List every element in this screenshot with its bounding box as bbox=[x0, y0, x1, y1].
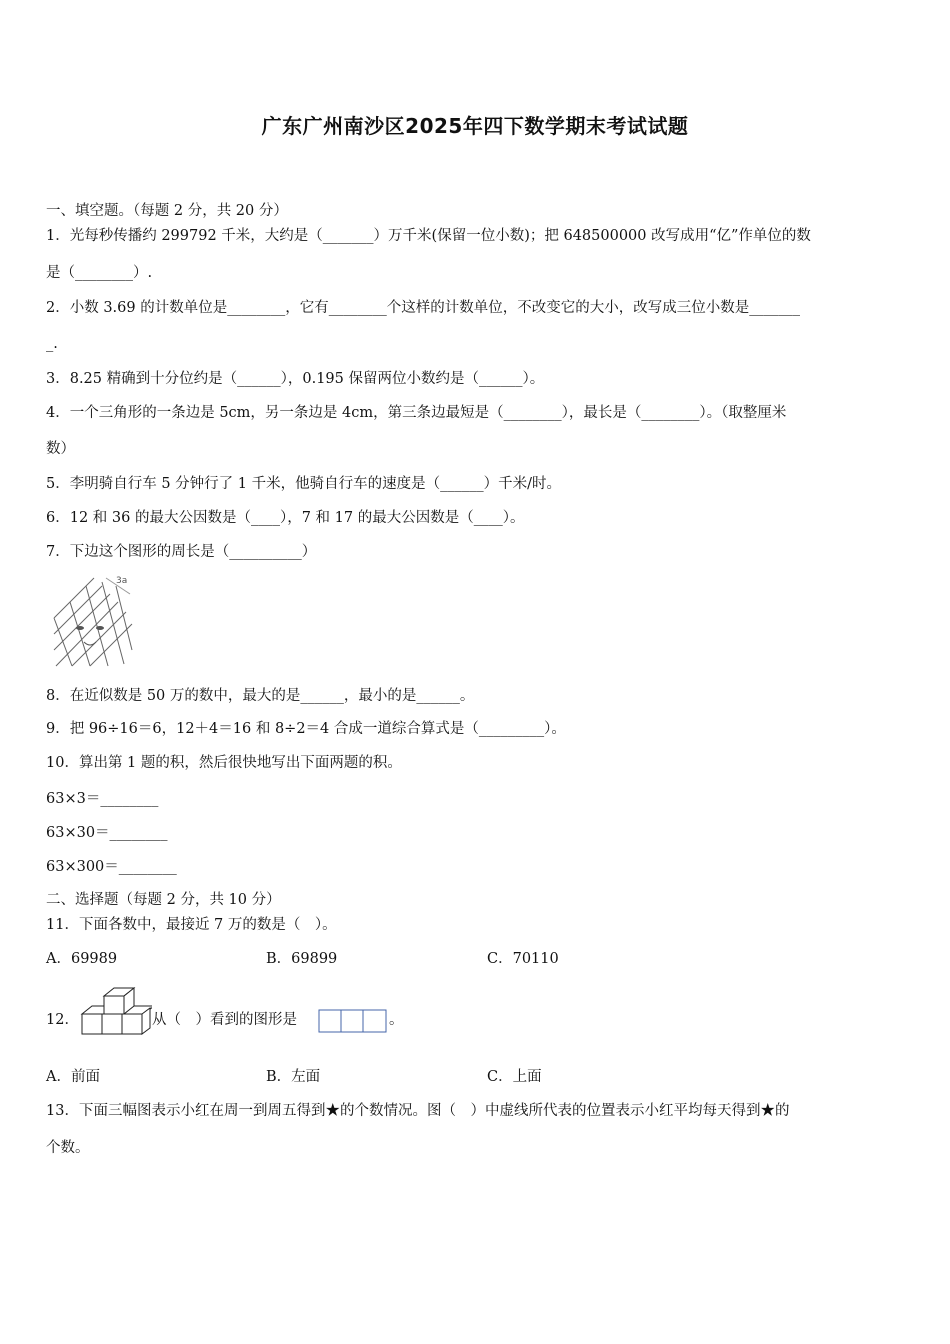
question-3: 3．8.25 精确到十分位约是（______），0.195 保留两位小数约是（______）。 bbox=[46, 371, 545, 387]
question-7-side-label: 3a bbox=[116, 576, 128, 586]
question-12-end: 。 bbox=[389, 1012, 404, 1028]
question-5: 5．李明骑自行车 5 分钟行了 1 千米，他骑自行车的速度是（______）千米/时。 bbox=[46, 476, 561, 492]
question-2-line-2: _. bbox=[46, 336, 58, 352]
question-12-text: 从（ ）看到的图形是 bbox=[152, 1012, 297, 1028]
section-choice-heading: 二、选择题（每题 2 分，共 10 分） bbox=[46, 892, 281, 908]
page-title: 广东广州南沙区2025年四下数学期末考试试题 bbox=[261, 114, 689, 138]
question-12-cube-figure bbox=[80, 982, 152, 1036]
question-10-product-a: 63×3＝________ bbox=[46, 791, 159, 807]
question-13-line-2: 个数。 bbox=[46, 1140, 90, 1156]
question-12-option-c[interactable]: C．上面 bbox=[487, 1069, 542, 1085]
question-12-option-b[interactable]: B．左面 bbox=[266, 1069, 321, 1085]
question-12-number: 12． bbox=[46, 1012, 79, 1028]
question-10: 10．算出第 1 题的积，然后很快地写出下面两题的积。 bbox=[46, 755, 402, 771]
question-8: 8．在近似数是 50 万的数中，最大的是______，最小的是______。 bbox=[46, 688, 475, 704]
question-9: 9．把 96÷16＝6，12＋4＝16 和 8÷2＝4 合成一道综合算式是（_________）。 bbox=[46, 721, 566, 737]
question-11-option-c[interactable]: C．70110 bbox=[487, 951, 559, 967]
question-1-line-1: 1．光每秒传播约 299792 千米，大约是（_______）万千米(保留一位小数)；把 648500000 改写成用“亿”作单位的数 bbox=[46, 228, 811, 244]
question-10-product-b: 63×30＝________ bbox=[46, 825, 168, 841]
question-10-product-c: 63×300＝________ bbox=[46, 859, 177, 875]
question-2-line-1: 2．小数 3.69 的计数单位是________，它有________个这样的计数单位，不改变它的大小，改写成三位小数是_______ bbox=[46, 300, 800, 316]
question-12-view-figure bbox=[318, 1009, 388, 1033]
question-11: 11．下面各数中，最接近 7 万的数是（ ）。 bbox=[46, 917, 337, 933]
question-7-grid-figure bbox=[46, 572, 142, 674]
question-1-line-2: 是（________）. bbox=[46, 265, 153, 281]
question-7: 7．下边这个图形的周长是（__________） bbox=[46, 544, 317, 560]
section-fill-in-heading: 一、填空题。（每题 2 分，共 20 分） bbox=[46, 203, 288, 219]
question-11-option-b[interactable]: B．69899 bbox=[266, 951, 338, 967]
question-13-line-1: 13．下面三幅图表示小红在周一到周五得到★的个数情况。图（ ）中虚线所代表的位置表示小红平均每天得到★的 bbox=[46, 1103, 790, 1119]
question-12-option-a[interactable]: A．前面 bbox=[46, 1069, 100, 1085]
question-6: 6．12 和 36 的最大公因数是（____），7 和 17 的最大公因数是（____）。 bbox=[46, 510, 525, 526]
question-4-line-1: 4．一个三角形的一条边是 5cm，另一条边是 4cm，第三条边最短是（________），最长是（________）。（取整厘米 bbox=[46, 405, 787, 421]
question-11-option-a[interactable]: A．69989 bbox=[46, 951, 118, 967]
question-4-line-2: 数） bbox=[46, 441, 75, 457]
